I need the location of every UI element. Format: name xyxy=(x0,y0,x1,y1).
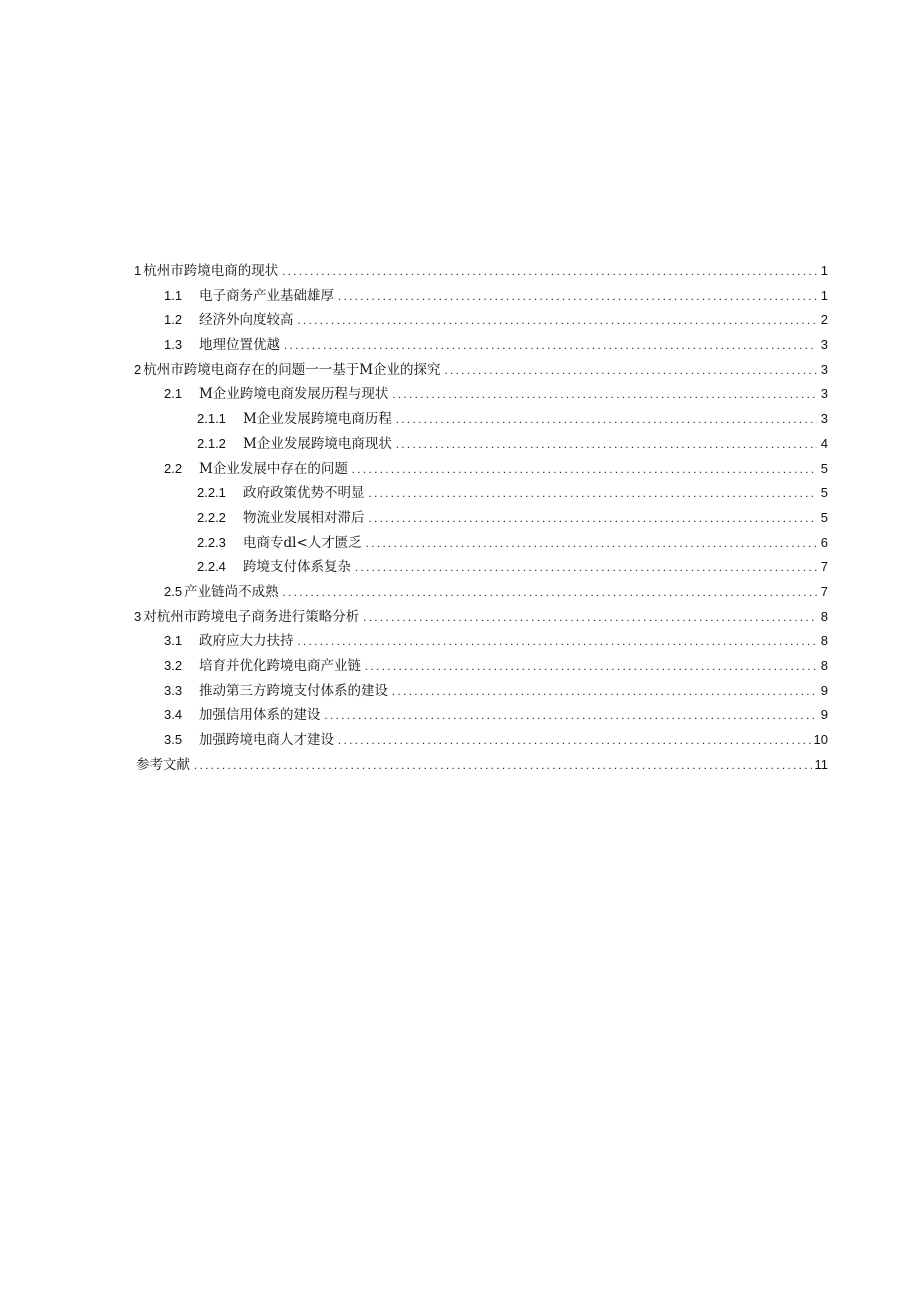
toc-leader-dots xyxy=(445,358,817,383)
toc-entry[interactable] xyxy=(134,382,828,407)
toc-entry-number: 2.2.4 xyxy=(197,559,226,575)
toc-entry[interactable] xyxy=(134,333,828,358)
toc-leader-dots xyxy=(355,555,817,580)
toc-entry-page: 4 xyxy=(820,435,828,451)
toc-entry-page: 3 xyxy=(820,361,828,377)
toc-leader-dots xyxy=(284,333,817,358)
toc-entry-number: 1.1 xyxy=(164,287,183,303)
toc-leader-dots xyxy=(325,703,818,728)
toc-entry-page: 11 xyxy=(814,756,828,772)
toc-entry-title: 产业链尚不成熟 xyxy=(184,583,279,600)
toc-entry[interactable] xyxy=(134,358,828,383)
toc-entry-number: 3 xyxy=(134,608,142,624)
toc-entry-page: 9 xyxy=(820,682,828,698)
toc-leader-dots xyxy=(369,481,818,506)
toc-entry-number: 3.5 xyxy=(164,732,183,748)
toc-entry[interactable] xyxy=(134,457,828,482)
toc-entry-number: 2.2.3 xyxy=(197,534,226,550)
toc-entry-page: 3 xyxy=(820,411,828,427)
toc-entry-page: 2 xyxy=(820,312,828,328)
toc-entry-page: 7 xyxy=(820,559,828,575)
toc-entry-page: 5 xyxy=(820,460,828,476)
toc-entry-title: 跨境支付体系复杂 xyxy=(243,559,351,576)
toc-entry-number: 2.2 xyxy=(164,460,183,476)
toc-entry[interactable] xyxy=(134,703,828,728)
toc-leader-dots xyxy=(392,679,817,704)
toc-leader-dots xyxy=(396,432,817,457)
toc-entry-title: 培育并优化跨境电商产业链 xyxy=(199,658,361,674)
toc-entry[interactable] xyxy=(134,605,828,630)
toc-entry-number: 1 xyxy=(134,263,142,278)
toc-entry-title: M企业发展跨境电商历程 xyxy=(243,411,392,428)
toc-leader-dots xyxy=(283,580,817,605)
toc-leader-dots xyxy=(352,457,817,482)
toc-entry-title: M企业跨境电商发展历程与现状 xyxy=(199,386,389,403)
toc-leader-dots xyxy=(396,407,817,432)
toc-entry[interactable] xyxy=(134,308,828,333)
toc-entry-title: 地理位置优越 xyxy=(199,337,280,354)
toc-leader-dots xyxy=(363,605,817,630)
toc-leader-dots xyxy=(392,382,817,407)
toc-entry-number: 2.1.2 xyxy=(197,435,226,451)
toc-entry-number: 3.3 xyxy=(164,682,183,698)
toc-entry-page: 10 xyxy=(813,732,828,748)
toc-entry[interactable] xyxy=(134,531,828,556)
toc-entry-title: 参考文献 xyxy=(136,756,190,773)
toc-leader-dots xyxy=(298,629,818,654)
toc-entry[interactable] xyxy=(134,679,828,704)
toc-entry-title: M企业发展跨境电商现状 xyxy=(243,435,392,452)
toc-entry-number: 3.4 xyxy=(164,707,183,723)
toc-entry-page: 8 xyxy=(820,633,828,649)
toc-leader-dots xyxy=(338,284,817,309)
toc-entry[interactable] xyxy=(134,407,828,432)
toc-entry-number: 2.1 xyxy=(164,386,183,402)
toc-entry-title: 政府政策优势不明显 xyxy=(243,485,365,502)
toc-entry-number: 3.2 xyxy=(164,658,183,673)
toc-leader-dots xyxy=(338,728,811,753)
toc-leader-dots xyxy=(194,753,812,778)
toc-entry-page: 7 xyxy=(820,583,828,599)
toc-leader-dots xyxy=(298,308,818,333)
toc-entry[interactable] xyxy=(134,432,828,457)
toc-entry[interactable] xyxy=(134,259,828,284)
toc-entry-page: 8 xyxy=(820,658,828,673)
toc-entry-title: 政府应大力扶持 xyxy=(199,633,294,650)
toc-entry-title: 对杭州市跨境电子商务进行策略分析 xyxy=(143,608,360,625)
toc-entry-title: 经济外向度较高 xyxy=(199,312,294,329)
toc-leader-dots xyxy=(365,654,817,679)
toc-leader-dots xyxy=(282,259,817,284)
toc-leader-dots xyxy=(366,531,817,556)
table-of-contents xyxy=(134,259,828,777)
toc-entry-page: 6 xyxy=(820,534,828,550)
toc-entry-title: 杭州市跨境电商存在的问题一一基于M企业的探究 xyxy=(143,361,441,378)
toc-entry-page: 9 xyxy=(820,707,828,723)
toc-entry-number: 1.2 xyxy=(164,312,183,328)
toc-entry[interactable] xyxy=(134,481,828,506)
toc-entry-title: M企业发展中存在的问题 xyxy=(199,460,348,477)
toc-entry-page: 1 xyxy=(820,263,828,278)
toc-entry-title: 物流业发展相对滞后 xyxy=(243,509,365,526)
toc-entry-page: 5 xyxy=(820,485,828,501)
toc-entry[interactable] xyxy=(134,284,828,309)
toc-entry[interactable] xyxy=(134,629,828,654)
toc-entry-title: 杭州市跨境电商的现状 xyxy=(143,263,279,279)
toc-entry-page: 8 xyxy=(820,608,828,624)
toc-entry-number: 2.2.2 xyxy=(197,509,226,525)
toc-entry[interactable] xyxy=(134,753,828,778)
toc-entry-number: 2 xyxy=(134,361,142,377)
toc-entry[interactable] xyxy=(134,555,828,580)
toc-entry[interactable] xyxy=(134,580,828,605)
toc-entry[interactable] xyxy=(134,728,828,753)
toc-entry-title: 加强信用体系的建设 xyxy=(199,707,321,724)
toc-entry-number: 3.1 xyxy=(164,633,183,649)
toc-entry-number: 2.1.1 xyxy=(197,411,226,427)
toc-entry-number: 1.3 xyxy=(164,337,183,353)
toc-entry-page: 1 xyxy=(820,287,828,303)
toc-entry[interactable] xyxy=(134,654,828,679)
toc-entry-number: 2.5 xyxy=(164,583,183,599)
toc-entry-page: 5 xyxy=(820,509,828,525)
toc-entry-title: 电子商务产业基础雄厚 xyxy=(199,287,334,304)
toc-entry-title: 电商专dl<人才匮乏 xyxy=(243,534,362,551)
toc-entry-page: 3 xyxy=(820,386,828,402)
toc-entry-number: 2.2.1 xyxy=(197,485,226,501)
toc-entry-title: 推动第三方跨境支付体系的建设 xyxy=(199,682,388,699)
toc-leader-dots xyxy=(369,506,818,531)
toc-entry-page: 3 xyxy=(820,337,828,353)
toc-entry-title: 加强跨境电商人才建设 xyxy=(199,732,334,749)
toc-entry[interactable] xyxy=(134,506,828,531)
